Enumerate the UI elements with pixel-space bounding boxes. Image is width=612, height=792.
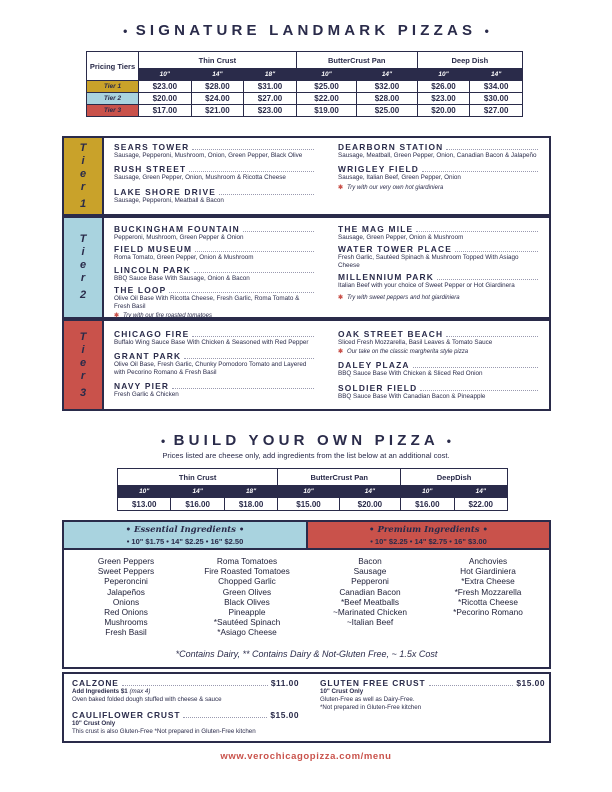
- price-cell: $20.00: [417, 105, 470, 117]
- menu-item: [114, 381, 314, 398]
- price-cell: $24.00: [191, 93, 244, 105]
- item-desc: Italian Beef with your choice of Sweet Pepper or Hot Giardinera: [338, 282, 515, 290]
- price-cell: $23.00: [417, 93, 470, 105]
- group-buttercrust: ButterCrust Pan: [278, 469, 401, 486]
- menu-item: [114, 244, 314, 261]
- item-name: LINCOLN PARK: [114, 264, 192, 275]
- item-name: FIELD MUSEUM: [114, 244, 193, 255]
- specialty-crusts-box: [62, 672, 551, 743]
- item-name: DALEY PLAZA: [338, 360, 410, 371]
- essential-list-2: Roma Tomatoes Fire Roasted Tomatoes Chopped Garlic Green Olives Black Olives Pineapple *Sautéed Spinach *Asiago Cheese: [204, 556, 290, 638]
- price-cell: $13.00: [118, 498, 171, 511]
- item-name: BUCKINGHAM FOUNTAIN: [114, 224, 240, 234]
- asterisk-icon: ✱: [338, 349, 344, 356]
- size-header: 14": [454, 486, 507, 498]
- size-header: 18": [224, 486, 277, 498]
- menu-item: [338, 360, 538, 377]
- price-cell: $25.00: [296, 81, 356, 93]
- gluten-free-item: GLUTEN FREE CRUST $15.00 10" Crust Only Gluten-Free as well as Dairy-Free. *Not prepared in Gluten-Free kitchen: [320, 678, 545, 711]
- pricing-tiers-corner: Pricing Tiers: [87, 52, 139, 81]
- menu-item: [114, 224, 314, 241]
- item-note: ✱ Try with our fire roasted tomatoes: [114, 313, 212, 320]
- premium-list-2: Anchovies Hot Giardiniera *Extra Cheese *Fresh Mozzarella *Ricotta Cheese *Pecorino Romano: [453, 556, 523, 618]
- item-name: NAVY PIER: [114, 381, 170, 392]
- menu-item: [338, 164, 538, 190]
- item-note: ✱ Try with our very own hot giardiniera: [338, 184, 444, 191]
- menu-item: [338, 244, 538, 269]
- price-cell: $16.00: [401, 498, 454, 511]
- essential-header: [64, 522, 308, 550]
- asterisk-icon: ✱: [338, 294, 344, 301]
- item-name: THE MAG MILE: [338, 224, 414, 234]
- byo-subtitle: Prices listed are cheese only, add ingredients from the list below at an additional cost.: [162, 451, 450, 460]
- item-desc: Sausage, Italian Beef, Green Pepper, Onion: [338, 174, 461, 182]
- size-header: 14": [191, 69, 244, 81]
- tier-3-side-label: T i e r 3: [64, 321, 104, 409]
- price-cell: $17.00: [139, 105, 192, 117]
- item-name: WATER TOWER PLACE: [338, 244, 453, 255]
- price-cell: $23.00: [139, 81, 192, 93]
- size-header: 18": [244, 69, 297, 81]
- menu-item: [338, 272, 538, 300]
- item-desc: Sliced Fresh Mozzarella, Basil Leaves & Tomato Sauce: [338, 339, 493, 346]
- price-cell: $25.00: [357, 105, 417, 117]
- item-name: THE LOOP: [114, 285, 167, 296]
- item-name: DEARBORN STATION: [338, 142, 444, 152]
- price-cell: $28.00: [191, 81, 244, 93]
- item-desc: Pepperoni, Mushroom, Green Pepper & Onion: [114, 234, 244, 241]
- item-name: WRIGLEY FIELD: [338, 164, 420, 175]
- tier-2-side-label: T i e r 2: [64, 218, 104, 317]
- premium-header: [308, 522, 549, 550]
- cauliflower-item: CAULIFLOWER CRUST $15.00 10" Crust Only This crust is also Gluten-Free *Not prepared in Gluten-Free kitchen: [72, 710, 299, 735]
- menu-item: [338, 329, 538, 355]
- premium-prices: • 10" $2.25 • 14" $2.75 • 16" $3.00: [370, 537, 487, 546]
- size-header: 14": [470, 69, 523, 81]
- price-cell: $20.00: [339, 498, 400, 511]
- pricing-table: [86, 51, 523, 117]
- group-deepdish: Deep Dish: [417, 52, 522, 69]
- item-name: CALZONE: [72, 678, 119, 688]
- item-price: $15.00: [516, 678, 545, 688]
- item-desc: BBQ Sauce Base With Chicken & Sliced Red Onion: [338, 370, 483, 378]
- item-note: ✱ Try with sweet peppers and hot giardiniera: [338, 294, 460, 301]
- asterisk-icon: ✱: [338, 184, 344, 191]
- menu-item: [114, 285, 314, 319]
- signature-title: SIGNATURE LANDMARK PIZZAS: [135, 22, 477, 39]
- item-desc: Sausage, Green Pepper, Onion, Mushroom & Ricotta Cheese: [114, 174, 286, 182]
- table-row: [118, 498, 508, 511]
- price-cell: $32.00: [357, 81, 417, 93]
- essential-title: • Essential Ingredients •: [125, 525, 245, 535]
- item-desc: Fresh Garlic & Chicken: [114, 391, 179, 399]
- group-buttercrust: ButterCrust Pan: [296, 52, 417, 69]
- item-name: CHICAGO FIRE: [114, 329, 190, 339]
- tier-1-right-col: [338, 142, 538, 196]
- item-name: MILLENNIUM PARK: [338, 272, 435, 283]
- menu-item: [338, 224, 538, 241]
- item-desc: Sausage, Meatball, Green Pepper, Onion, Canadian Bacon & Jalapeño: [338, 152, 537, 159]
- tier-3-left-col: [114, 329, 314, 404]
- group-thin: Thin Crust: [139, 52, 297, 69]
- group-thin: Thin Crust: [118, 469, 278, 486]
- size-header: 14": [171, 486, 224, 498]
- item-desc: Olive Oil Base With Ricotta Cheese, Fresh Garlic, Roma Tomato & Fresh Basil: [114, 295, 300, 310]
- price-cell: $26.00: [417, 81, 470, 93]
- essential-prices: • 10" $1.75 • 14" $2.25 • 16" $2.50: [126, 537, 244, 546]
- size-header: 10": [296, 69, 356, 81]
- item-desc: Roma Tomato, Green Pepper, Onion & Mushroom: [114, 254, 254, 262]
- item-name: OAK STREET BEACH: [338, 329, 444, 339]
- size-header: 10": [118, 486, 171, 498]
- item-name: CAULIFLOWER CRUST: [72, 710, 181, 720]
- table-row: [87, 105, 523, 117]
- menu-item: [114, 265, 314, 282]
- price-cell: $16.00: [171, 498, 224, 511]
- item-desc: Olive Oil Base, Fresh Garlic, Chunky Pomodoro Tomato and Layered with Pecorino Romano & Fresh Basil: [114, 361, 307, 376]
- menu-item: [114, 351, 314, 376]
- size-header: 14": [357, 69, 417, 81]
- essential-list-1: Green Peppers Sweet Peppers Peperoncini Jalapeños Onions Red Onions Mushrooms Fresh Basil: [97, 556, 155, 638]
- price-cell: $27.00: [470, 105, 523, 117]
- website-link[interactable]: www.verochicagopizza.com/menu: [220, 751, 392, 762]
- price-cell: $23.00: [244, 105, 297, 117]
- byo-price-table: [117, 468, 508, 511]
- item-name: LAKE SHORE DRIVE: [114, 186, 217, 197]
- price-cell: $30.00: [470, 93, 523, 105]
- price-cell: $34.00: [470, 81, 523, 93]
- item-desc: Sausage, Pepperoni, Meatball & Bacon: [114, 196, 224, 204]
- price-cell: $20.00: [139, 93, 192, 105]
- price-cell: $27.00: [244, 93, 297, 105]
- menu-item: [338, 142, 538, 159]
- tier-2-right-col: [338, 224, 538, 306]
- table-row: [87, 81, 523, 93]
- price-cell: $22.00: [454, 498, 507, 511]
- size-header: 10": [401, 486, 454, 498]
- tier-1-section: [62, 136, 551, 216]
- item-price: $15.00: [270, 710, 299, 720]
- tier-1-label: Tier 1: [87, 81, 139, 93]
- price-cell: $22.00: [296, 93, 356, 105]
- byo-header: • BUILD YOUR OWN PIZZA •: [161, 432, 451, 449]
- item-desc: Fresh Garlic, Sautéed Spinach & Mushroom Topped With Asiago Cheese: [338, 254, 519, 269]
- tier-2-label: Tier 2: [87, 93, 139, 105]
- size-header: 10": [139, 69, 192, 81]
- item-note: ✱ Our take on the classic margherita style pizza: [338, 349, 469, 356]
- item-desc: Sausage, Green Pepper, Onion & Mushroom: [338, 234, 464, 241]
- item-price: $11.00: [270, 678, 299, 688]
- menu-item: [114, 142, 314, 159]
- tier-1-left-col: [114, 142, 314, 209]
- item-name: RUSH STREET: [114, 164, 187, 175]
- size-header: 10": [417, 69, 470, 81]
- item-desc: Buffalo Wing Sauce Base With Chicken & Seasoned with Red Pepper: [114, 339, 309, 346]
- item-desc: BBQ Sauce Base With Sausage, Onion & Bacon: [114, 274, 250, 282]
- menu-item: [114, 187, 314, 204]
- item-desc: BBQ Sauce Base With Canadian Bacon & Pineapple: [338, 392, 486, 400]
- size-header: 10": [278, 486, 339, 498]
- size-header: 14": [339, 486, 400, 498]
- tier-3-section: [62, 319, 551, 411]
- signature-header: • SIGNATURE LANDMARK PIZZAS •: [123, 22, 489, 39]
- menu-item: [338, 383, 538, 400]
- asterisk-icon: ✱: [114, 313, 120, 320]
- tier-1-side-label: T i e r 1: [64, 138, 104, 214]
- tier-3-right-col: [338, 329, 538, 405]
- dietary-legend: *Contains Dairy, ** Contains Dairy & Not-Gluten Free, ~ 1.5x Cost: [175, 649, 438, 659]
- tier-2-left-col: [114, 224, 314, 324]
- item-name: GRANT PARK: [114, 351, 182, 362]
- item-name: GLUTEN FREE CRUST: [320, 678, 426, 688]
- item-name: SEARS TOWER: [114, 142, 190, 152]
- ingredients-box: [62, 520, 551, 669]
- item-desc: Sausage, Pepperoni, Mushroom, Onion, Green Pepper, Black Olive: [114, 152, 303, 159]
- price-cell: $28.00: [357, 93, 417, 105]
- menu-item: [114, 164, 314, 181]
- menu-item: [114, 329, 314, 346]
- price-cell: $31.00: [244, 81, 297, 93]
- price-cell: $21.00: [191, 105, 244, 117]
- tier-2-section: [62, 216, 551, 319]
- premium-list-1: Bacon Sausage Pepperoni Canadian Bacon *Beef Meatballs ~Marinated Chicken ~Italian Beef: [332, 556, 408, 628]
- premium-title: • Premium Ingredients •: [369, 525, 488, 535]
- item-name: SOLDIER FIELD: [338, 382, 418, 393]
- byo-title: BUILD YOUR OWN PIZZA: [173, 432, 439, 449]
- tier-3-label: Tier 3: [87, 105, 139, 117]
- calzone-item: CALZONE $11.00 Add Ingredients $1 (max 4) Oven baked folded dough stuffed with cheese & sauce: [72, 678, 299, 703]
- price-cell: $19.00: [296, 105, 356, 117]
- group-deepdish: DeepDish: [401, 469, 508, 486]
- price-cell: $18.00: [224, 498, 277, 511]
- price-cell: $15.00: [278, 498, 339, 511]
- table-row: [87, 93, 523, 105]
